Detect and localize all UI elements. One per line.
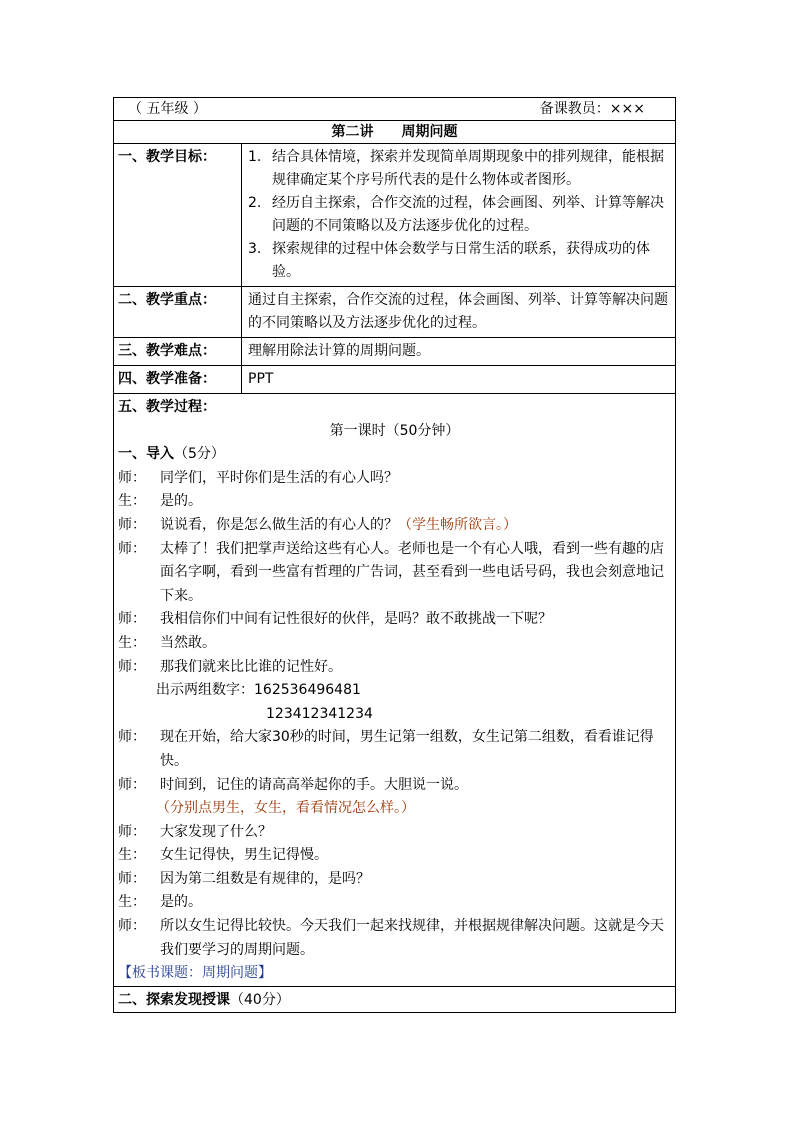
goal-item: 3. 探索规律的过程中体会数学与日常生活的联系，获得成功的体验。 <box>248 241 650 280</box>
intro-heading: 一、导入（5分） <box>118 446 225 463</box>
explore-row <box>114 986 676 1013</box>
speaker-label: 师： <box>118 918 146 935</box>
dialogue-text: 我相信你们中间有记性很好的伙伴，是吗？敢不敢挑战一下呢？ <box>160 611 552 628</box>
header-row <box>114 98 676 121</box>
difficulty-label: 三、教学难点： <box>114 338 242 366</box>
dialogue-text: 是的。 <box>160 894 202 911</box>
speaker-label: 师： <box>118 469 146 486</box>
speaker-label: 师： <box>118 870 146 887</box>
prep-row <box>114 366 676 394</box>
dialogue-line <box>118 656 671 680</box>
speaker-label: 师： <box>118 611 146 628</box>
dialogue-line <box>118 821 671 845</box>
prep-text: PPT <box>242 366 676 394</box>
dialogue-text: 女生记得快，男生记得慢。 <box>160 847 328 864</box>
prep-label: 四、教学准备： <box>114 366 242 394</box>
goals-label: 一、教学目标： <box>114 144 242 287</box>
speaker-label: 生： <box>118 493 146 510</box>
difficulty-text: 理解用除法计算的周期问题。 <box>242 338 676 366</box>
speaker-label: 生： <box>118 634 146 651</box>
process-label: 五、教学过程： <box>118 399 216 415</box>
speaker-label: 师： <box>118 658 146 675</box>
dialogue-line <box>118 538 671 609</box>
dialogue-line <box>118 467 671 491</box>
dialogue-text: 现在开始，给大家30秒的时间，男生记第一组数，女生记第二组数，看看谁记得快。 <box>160 729 654 769</box>
speaker-label: 师： <box>118 823 146 840</box>
explore-time: （40分） <box>230 991 290 1008</box>
dialogue-text: 说说看，你是怎么做生活的有心人的？（学生畅所欲言。） <box>160 516 517 533</box>
dialogue-line <box>118 891 671 915</box>
goal-item: 2. 经历自主探索，合作交流的过程，体会画图、列举、计算等解决问题的不同策略以及方法逐步优化的过程。 <box>248 195 664 234</box>
key-label: 二、教学重点： <box>114 287 242 338</box>
grade-label: （ 五年级 ） <box>128 101 207 117</box>
dialogue-text: 同学们，平时你们是生活的有心人吗？ <box>160 469 398 486</box>
dialogue-text: 当然敢。 <box>160 634 216 651</box>
teacher-note: （分别点男生，女生，看看情况怎么样。） <box>156 800 415 817</box>
dialogue-line <box>118 915 671 962</box>
numbers-group-1: 162536496481 <box>254 682 361 699</box>
dialogue-line <box>118 514 671 538</box>
key-row <box>114 287 676 338</box>
dialogue-line <box>118 868 671 892</box>
goals-list <box>248 146 669 284</box>
key-text: 通过自主探索，合作交流的过程，体会画图、列举、计算等解决问题的不同策略以及方法逐步优化的过程。 <box>242 287 676 338</box>
period-label: 第一课时（50分钟） <box>329 422 460 439</box>
dialogue-line <box>118 726 671 773</box>
speaker-label: 生： <box>118 847 146 864</box>
dialogue-text: 大家发现了什么？ <box>160 823 272 840</box>
dialogue-line <box>118 774 671 798</box>
dialogue-text: 因为第二组数是有规律的，是吗？ <box>160 870 370 887</box>
lesson-plan-table <box>113 97 676 1013</box>
title-row <box>114 121 676 144</box>
speaker-label: 师： <box>118 729 146 746</box>
lesson-title: 第二讲 周期问题 <box>114 121 676 144</box>
goals-row <box>114 144 676 287</box>
difficulty-row <box>114 338 676 366</box>
dialogue-text: 所以女生记得比较快。今天我们一起来找规律，并根据规律解决问题。这就是今天我们要学习的周期问题。 <box>160 918 664 958</box>
goal-item: 1. 结合具体情境，探索并发现简单周期现象中的排列规律，能根据规律确定某个序号所代表的是什么物体或者图形。 <box>248 149 664 188</box>
dialogue-text: 太棒了！我们把掌声送给这些有心人。老师也是一个有心人哦，看到一些有趣的店面名字啊，看到一些富有哲理的广告词，甚至看到一些电话号码，我也会刻意地记下来。 <box>160 540 664 604</box>
dialogue-line <box>118 490 671 514</box>
dialogue-line <box>118 844 671 868</box>
show-numbers: 出示两组数字：162536496481 <box>156 682 361 699</box>
dialogue-text: 是的。 <box>160 493 202 510</box>
dialogue-line <box>118 632 671 656</box>
process-row <box>114 394 676 987</box>
teacher-note: （学生畅所欲言。） <box>398 516 517 533</box>
speaker-label: 师： <box>118 776 146 793</box>
explore-label: 二、探索发现授课 <box>118 991 230 1008</box>
speaker-label: 师： <box>118 516 146 533</box>
board-title: 【板书课题：周期问题】 <box>118 965 272 982</box>
numbers-group-2: 123412341234 <box>266 705 373 722</box>
dialogue-text: 时间到，记住的请高高举起你的手。大胆说一说。 <box>160 776 468 793</box>
speaker-label: 生： <box>118 894 146 911</box>
dialogue-text: 那我们就来比比谁的记性好。 <box>160 658 342 675</box>
speaker-label: 师： <box>118 540 146 557</box>
teacher-label: 备课教员：××× <box>539 101 645 117</box>
dialogue-line <box>118 608 671 632</box>
